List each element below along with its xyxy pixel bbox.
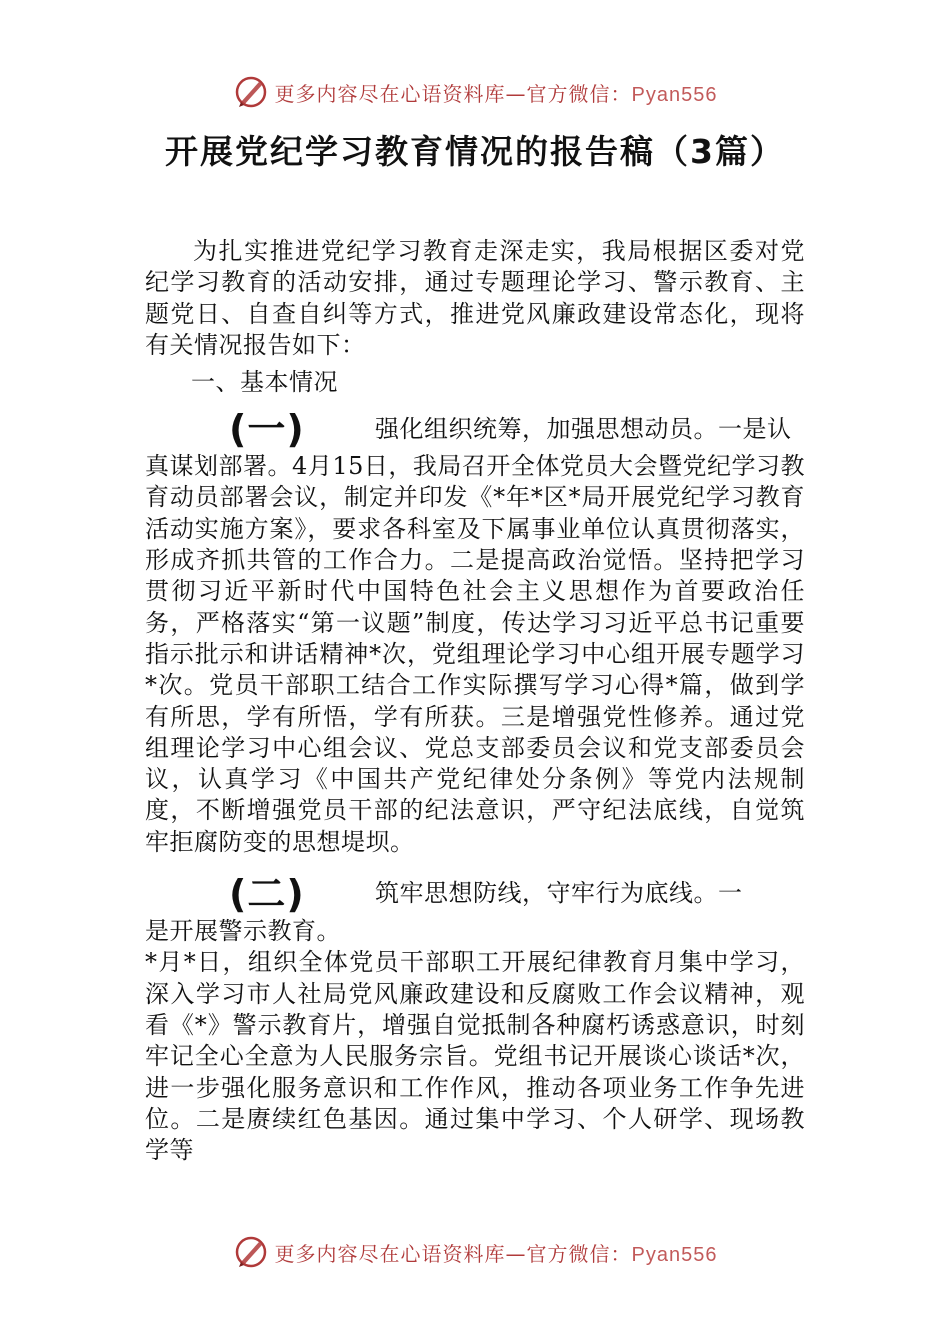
subsection-2-number: (二) (229, 872, 305, 917)
subsection-1-body: 真谋划部署。4月15日，我局召开全体党员大会暨党纪学习教育动员部署会议，制定并印发《*年*区*局开展党纪学习教育活动实施方案》，要求各科室及下属事业单位认真贯彻落实，形成齐抓共管的工作合力。二是提高政治觉悟。坚持把学习贯彻习近平新时代中国特色社会主义思想作为首要政治任务，严格落实“第一议题”制度，传达学习习近平总书记重要指示批示和讲话精神*次，党组理论学习中心组开展专题学习*次。党员干部职工结合工作实际撰写学习心得*篇，做到学有所思，学有所悟，学有所获。三是增强党性修养。通过党组理论学习中心组会议、党总支部委员会议和党支部委员会议，认真学习《中国共产党纪律处分条例》等党内法规制度，不断增强党员干部的纪法意识，严守纪法底线，自觉筑牢拒腐防变的思想堤坝。 (145, 452, 805, 856)
section-heading-basic-situation: 一、基本情况 (191, 368, 338, 397)
pen-circle-logo-icon (233, 74, 269, 110)
watermark-banner-bottom (0, 1230, 950, 1274)
intro-paragraph: 为扎实推进党纪学习教育走深走实，我局根据区委对党纪学习教育的活动安排，通过专题理论学习、警示教育、主题党日、自查自纠等方式，推进党风廉政建设常态化，现将有关情况报告如下： (145, 237, 805, 359)
watermark-text: 更多内容尽在心语资料库—官方微信：Pyan556 (274, 81, 718, 106)
subsection-2-line2: 是开展警示教育。 (145, 917, 341, 946)
subsection-2-head (145, 872, 805, 916)
document-title: 开展党纪学习教育情况的报告稿（3篇） (165, 132, 785, 171)
subsection-1-head (145, 407, 805, 451)
pen-circle-logo-icon (233, 1234, 269, 1270)
subsection-2-lead: 筑牢思想防线，守牢行为底线。一 (375, 879, 743, 908)
watermark-text: 更多内容尽在心语资料库—官方微信：Pyan556 (274, 1241, 718, 1266)
document-body (145, 236, 805, 1166)
subsection-1-number: (一) (229, 407, 305, 452)
watermark-banner-top (0, 70, 950, 114)
subsection-1-lead: 强化组织统筹，加强思想动员。一是认 (375, 414, 792, 443)
subsection-2-body: *月*日，组织全体党员干部职工开展纪律教育月集中学习，深入学习市人社局党风廉政建设和反腐败工作会议精神，观看《*》警示教育片，增强自觉抵制各种腐朽诱惑意识，时刻牢记全心全意为人民服务宗旨。党组书记开展谈心谈话*次，进一步强化服务意识和工作作风，推动各项业务工作争先进位。二是赓续红色基因。通过集中学习、个人研学、现场教学等 (145, 948, 805, 1165)
